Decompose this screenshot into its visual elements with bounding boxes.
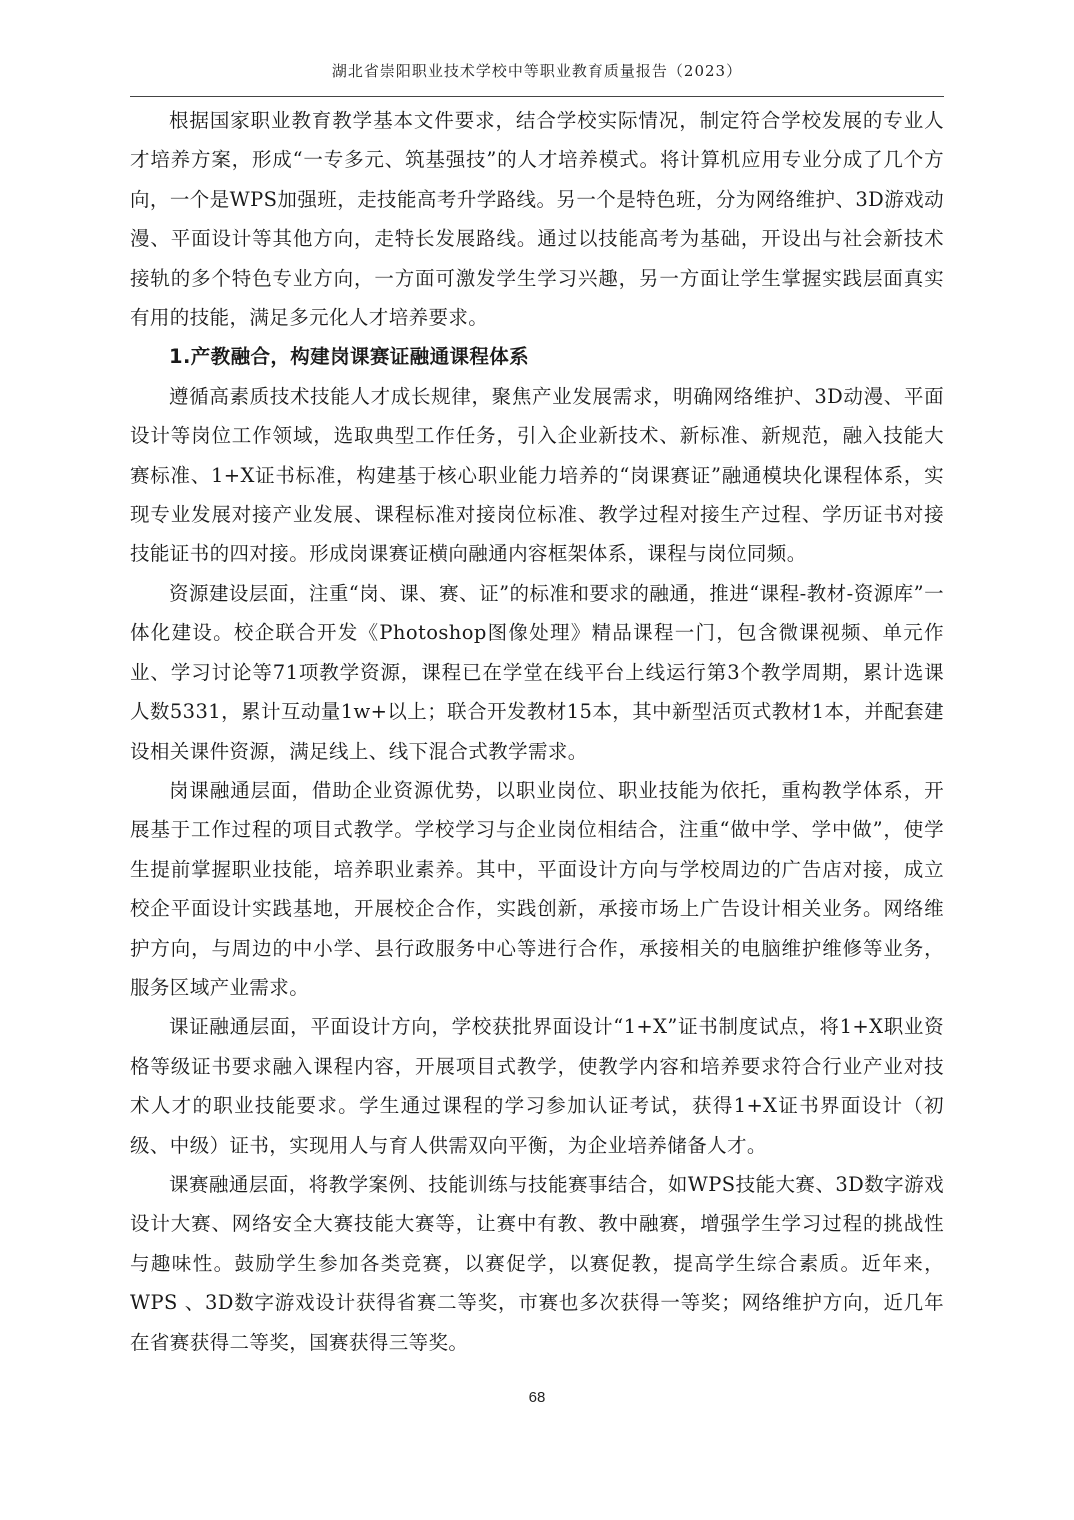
paragraph-curriculum-system: 遵循高素质技术技能人才成长规律，聚焦产业发展需求，明确网络维护、3D动漫、平面设计等岗位工作领域，选取典型工作任务，引入企业新技术、新标准、新规范，融入技能大赛标准、1+X证书标准，构建基于核心职业能力培养的“岗课赛证”融通模块化课程体系，实现专业发展对接产业发展、课程标准对接岗位标准、教学过程对接生产过程、学历证书对接技能证书的四对接。形成岗课赛证横向融通内容框架体系，课程与岗位同频。 — [130, 384, 944, 566]
section-heading: 1.产教融合，构建岗课赛证融通课程体系 — [169, 345, 530, 369]
document-body — [130, 101, 944, 1362]
running-header: 湖北省崇阳职业技术学校中等职业教育质量报告（2023） — [331, 62, 743, 80]
paragraph-course-competition-integration: 课赛融通层面，将教学案例、技能训练与技能赛事结合，如WPS技能大赛、3D数字游戏设计大赛、网络安全大赛技能大赛等，让赛中有教、教中融赛，增强学生学习过程的挑战性与趣味性。鼓励学生参加各类竞赛，以赛促学，以赛促教，提高学生综合素质。近年来，WPS 、3D数字游戏设计获得省赛二等奖，市赛也多次获得一等奖；网络维护方向，近几年在省赛获得二等奖，国赛获得三等奖。 — [130, 1172, 944, 1354]
paragraph-training-plan: 根据国家职业教育教学基本文件要求，结合学校实际情况，制定符合学校发展的专业人才培养方案，形成“一专多元、筑基强技”的人才培养模式。将计算机应用专业分成了几个方向，一个是WPS加强班，走技能高考升学路线。另一个是特色班，分为网络维护、3D游戏动漫、平面设计等其他方向，走特长发展路线。通过以技能高考为基础，开设出与社会新技术接轨的多个特色专业方向，一方面可激发学生学习兴趣，另一方面让学生掌握实践层面真实有用的技能，满足多元化人才培养要求。 — [130, 109, 944, 330]
paragraph-post-course-integration: 岗课融通层面，借助企业资源优势，以职业岗位、职业技能为依托，重构教学体系，开展基于工作过程的项目式教学。学校学习与企业岗位相结合，注重“做中学、学中做”，使学生提前掌握职业技能，培养职业素养。其中，平面设计方向与学校周边的广告店对接，成立校企平面设计实践基地，开展校企合作，实践创新，承接市场上广告设计相关业务。网络维护方向，与周边的中小学、县行政服务中心等进行合作，承接相关的电脑维护维修等业务，服务区域产业需求。 — [130, 778, 944, 999]
header-divider — [130, 96, 944, 97]
paragraph-course-certificate-integration: 课证融通层面，平面设计方向，学校获批界面设计“1+X”证书制度试点，将1+X职业资格等级证书要求融入课程内容，开展项目式教学，使教学内容和培养要求符合行业产业对技术人才的职业技能要求。学生通过课程的学习参加认证考试，获得1+X证书界面设计（初级、中级）证书，实现用人与育人供需双向平衡，为企业培养储备人才。 — [130, 1015, 944, 1157]
page-number: 68 — [528, 1389, 546, 1406]
paragraph-resource-building: 资源建设层面，注重“岗、课、赛、证”的标准和要求的融通，推进“课程-教材-资源库”一体化建设。校企联合开发《Photoshop图像处理》精品课程一门，包含微课视频、单元作业、学习讨论等71项教学资源，课程已在学堂在线平台上线运行第3个教学周期，累计选课人数5331，累计互动量1w+以上；联合开发教材15本，其中新型活页式教材1本，并配套建设相关课件资源，满足线上、线下混合式教学需求。 — [130, 581, 944, 763]
